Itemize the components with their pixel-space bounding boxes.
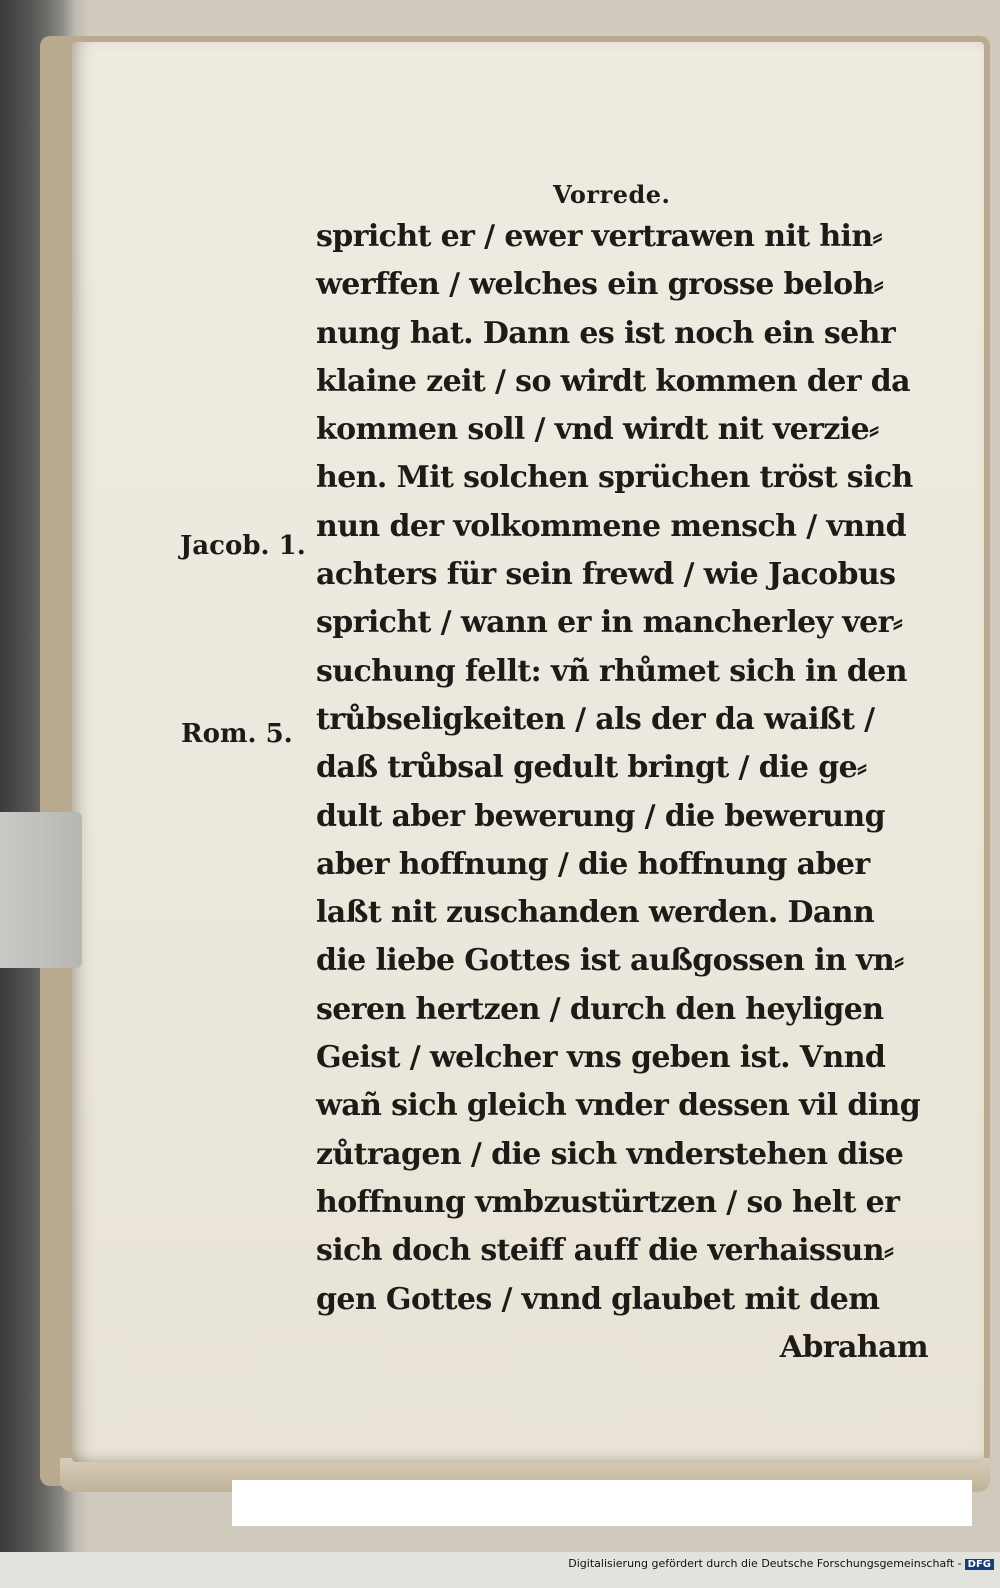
text-line: trůbseligkeiten / als der da waißt / xyxy=(316,701,875,737)
text-line: laßt nit zuschanden werden. Dann xyxy=(316,895,875,931)
text-line: sich doch steiff auff die verhaissun⸗ xyxy=(316,1233,894,1269)
text-line: zůtragen / die sich vnderstehen dise xyxy=(316,1136,904,1172)
text-line: spricht er / ewer vertrawen nit hin⸗ xyxy=(316,219,882,254)
text-line: dult aber bewerung / die bewerung xyxy=(316,798,885,834)
text-line: werffen / welches ein grosse beloh⸗ xyxy=(316,267,884,303)
text-line: Geist / welcher vns geben ist. Vnnd xyxy=(316,1040,886,1076)
text-line: spricht / wann er in mancherley ver⸗ xyxy=(316,605,903,641)
text-line: suchung fellt: vñ rhůmet sich in den xyxy=(316,653,907,689)
text-line: wañ sich gleich vnder dessen vil ding xyxy=(316,1088,921,1124)
marginal-note-jacob: Jacob. 1. xyxy=(180,531,306,561)
body-text xyxy=(316,213,928,1372)
running-head: Vorrede. xyxy=(553,180,671,209)
text-line: seren hertzen / durch den heyligen xyxy=(316,991,884,1027)
text-line: hoffnung vmbzustürtzen / so helt er xyxy=(316,1184,900,1220)
text-line: klaine zeit / so wirdt kommen der da xyxy=(316,363,910,399)
attribution-text: Digitalisierung gefördert durch die Deutsche Forschungsgemeinschaft - xyxy=(568,1557,962,1570)
text-line: aber hoffnung / die hoffnung aber xyxy=(316,846,870,882)
text-line: die liebe Gottes ist außgossen in vn⸗ xyxy=(316,943,904,979)
marginal-note-rom: Rom. 5. xyxy=(181,719,293,749)
text-line: achters für sein frewd / wie Jacobus xyxy=(316,557,896,593)
text-line: hen. Mit solchen sprüchen tröst sich xyxy=(316,460,913,496)
white-strip xyxy=(232,1480,972,1526)
dfg-attribution xyxy=(568,1557,994,1570)
text-line: gen Gottes / vnnd glaubet mit dem xyxy=(316,1281,880,1317)
dfg-logo-icon: DFG xyxy=(965,1559,994,1570)
text-line: daß trůbsal gedult bringt / die ge⸗ xyxy=(316,750,867,786)
text-line: nun der volkommene mensch / vnnd xyxy=(316,508,907,544)
bookmark-tab xyxy=(0,812,82,968)
text-line: nung hat. Dann es ist noch ein sehr xyxy=(316,315,896,351)
text-line: kommen soll / vnd wirdt nit verzie⸗ xyxy=(316,412,879,448)
catchword: Abraham xyxy=(779,1329,928,1365)
